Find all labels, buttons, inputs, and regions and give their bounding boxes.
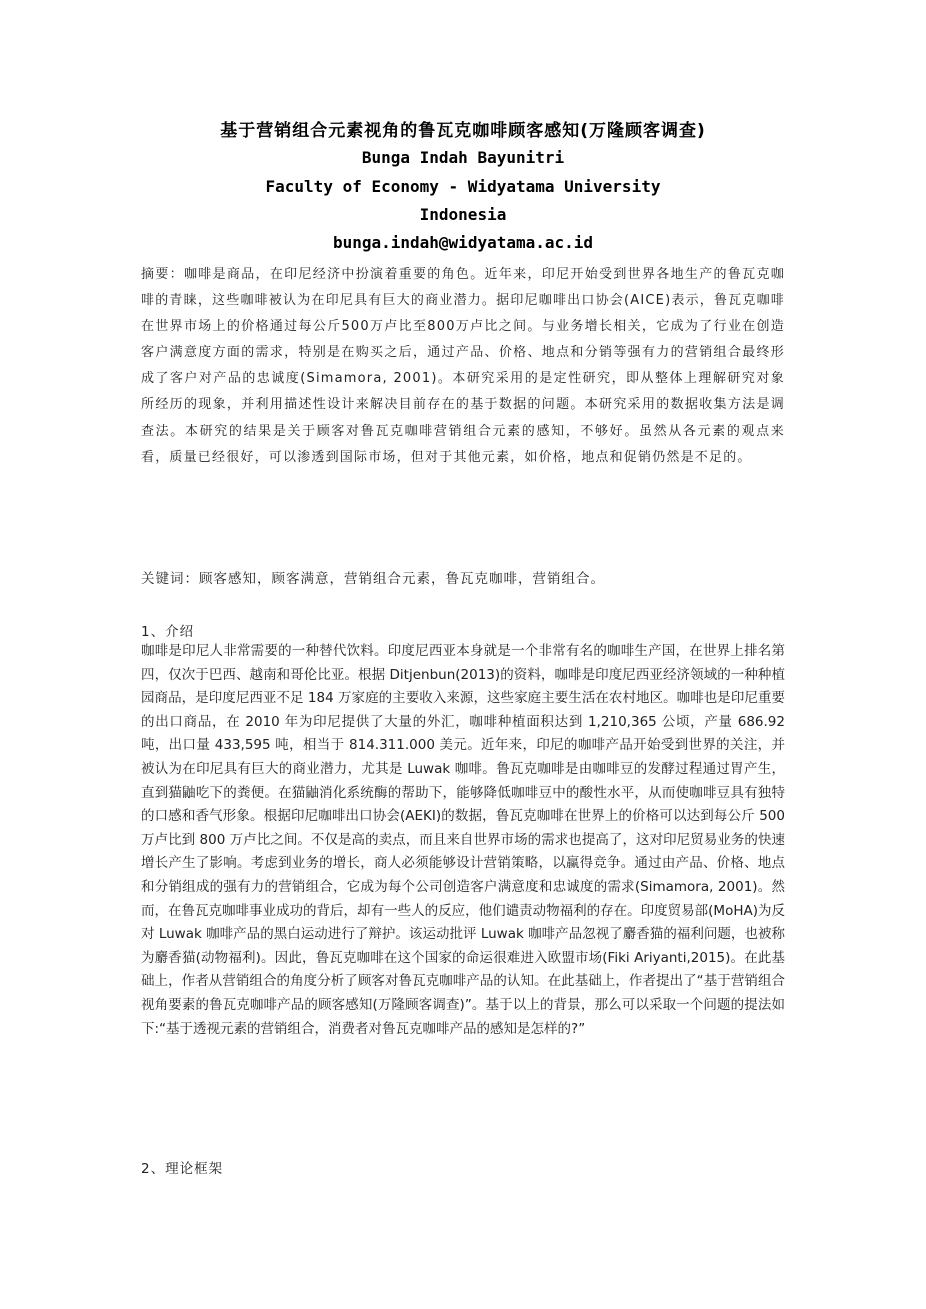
author-email: bunga.indah@widyatama.ac.id [332,233,594,252]
author-country: Indonesia [419,205,507,224]
section-heading-theory: 2、理论框架 [141,1161,224,1177]
keywords: 关键词：顾客感知，顾客满意，营销组合元素，鲁瓦克咖啡，营销组合。 [141,571,605,587]
author-affiliation: Faculty of Economy - Widyatama University [265,177,661,196]
author-name: Bunga Indah Bayunitri [361,148,565,167]
section-body-introduction: 咖啡是印尼人非常需要的一种替代饮料。印度尼西亚本身就是一个非常有名的咖啡生产国，在世界上排名第四，仅次于巴西、越南和哥伦比亚。根据 Ditjenbun(2013)的资料，咖啡是印度尼西亚经济领域的一种种植园商品，是印度尼西亚不足 184 万家庭的主要收入来源，这些家庭主要生活在农村地区。咖啡也是印尼重要的出口商品，在 2010 年为印尼提供了大量的外汇，咖啡种植面积达到 1,210,365 公顷，产量 686.92 吨，出口量 433,595 吨，相当于 814.311.000 美元。近年来，印尼的咖啡产品开始受到世界的关注，并被认为在印尼具有巨大的商业潜力，尤其是 Luwak 咖啡。鲁瓦克咖啡是由咖啡豆的发酵过程通过胃产生，直到猫鼬吃下的粪便。在猫鼬消化系统酶的帮助下，能够降低咖啡豆中的酸性水平，从而使咖啡豆具有独特的口感和香气形象。根据印尼咖啡出口协会(AEKI)的数据，鲁瓦克咖啡在世界上的价格可以达到每公斤 500 万卢比到 800 万卢比之间。不仅是高的卖点，而且来自世界市场的需求也提高了，这对印尼贸易业务的快速增长产生了影响。考虑到业务的增长，商人必须能够设计营销策略，以赢得竞争。通过由产品、价格、地点和分销组成的强有力的营销组合，它成为每个公司创造客户满意度和忠诚度的需求(Simamora, 2001)。然而，在鲁瓦克咖啡事业成功的背后，却有一些人的反应，他们谴责动物福利的存在。印度贸易部(MoHA)为反对 Luwak 咖啡产品的黑白运动进行了辩护。该运动批评 Luwak 咖啡产品忽视了麝香猫的福利问题，也被称为麝香猫(动物福利)。因此，鲁瓦克咖啡在这个国家的命运很难进入欧盟市场(Fiki Ariyanti,2015)。在此基础上，作者从营销组合的角度分析了顾客对鲁瓦克咖啡产品的认知。在此基础上，作者提出了“基于营销组合视角要素的鲁瓦克咖啡产品的顾客感知(万隆顾客调查)”。基于以上的背景，那么可以采取一个问题的提法如下:“基于透视元素的营销组合，消费者对鲁瓦克咖啡产品的感知是怎样的?” [141,643,785,1037]
section-heading-introduction: 1、介绍 [141,624,195,640]
paper-title: 基于营销组合元素视角的鲁瓦克咖啡顾客感知(万隆顾客调查) [220,121,706,141]
abstract: 摘要：咖啡是商品，在印尼经济中扮演着重要的角色。近年来，印尼开始受到世界各地生产的鲁瓦克咖啡的青睐，这些咖啡被认为在印尼具有巨大的商业潜力。据印尼咖啡出口协会(AICE)表示，鲁瓦克咖啡在世界市场上的价格通过每公斤500万卢比至800万卢比之间。与业务增长相关，它成为了行业在创造客户满意度方面的需求，特别是在购买之后，通过产品、价格、地点和分销等强有力的营销组合最终形成了客户对产品的忠诚度(Simamora, 2001)。本研究采用的是定性研究，即从整体上理解研究对象所经历的现象，并利用描述性设计来解决目前存在的基于数据的问题。本研究采用的数据收集方法是调查法。本研究的结果是关于顾客对鲁瓦克咖啡营销组合元素的感知，不够好。虽然从各元素的观点来看，质量已经很好，可以渗透到国际市场，但对于其他元素，如价格，地点和促销仍然是不足的。 [141,267,785,465]
